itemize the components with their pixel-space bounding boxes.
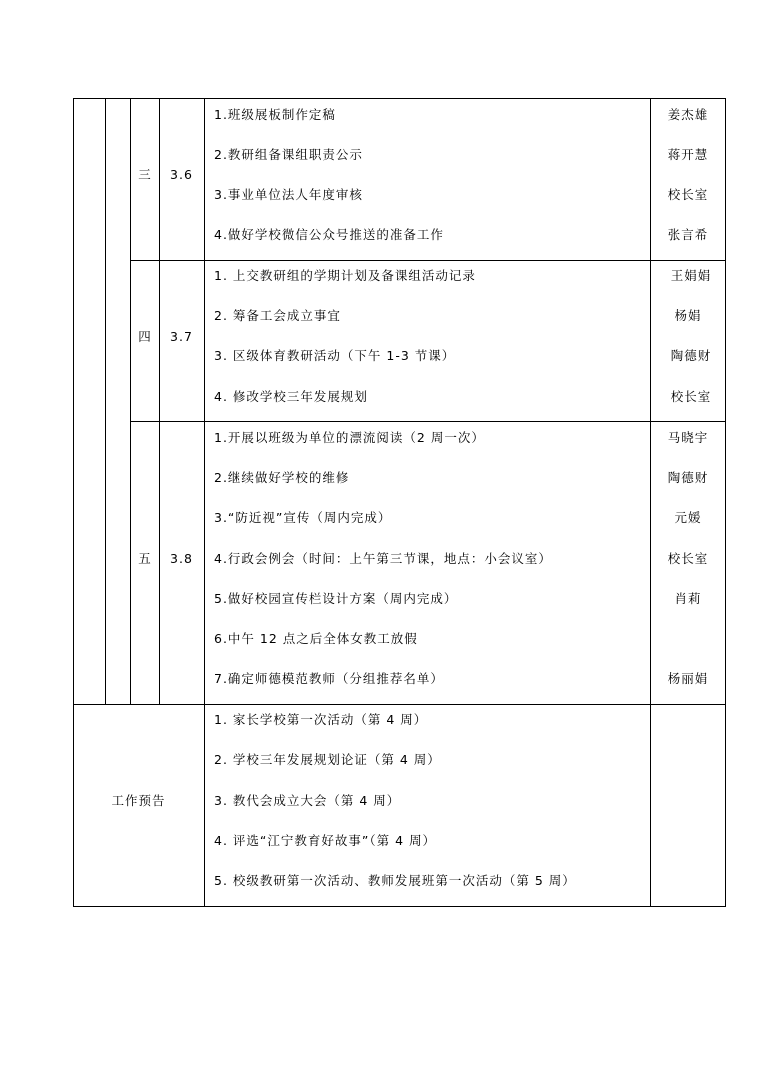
person-cell: 杨丽娟 [667, 671, 709, 686]
table-border-left [73, 98, 74, 907]
task-item: 7.确定师德模范教师（分组推荐名单） [214, 671, 444, 686]
person-cell: 杨娟 [674, 308, 702, 323]
table-border-top [73, 98, 726, 99]
column-divider [204, 98, 205, 907]
preview-item: 4. 评选“江宁教育好故事”（第 4 周） [214, 833, 437, 848]
task-item: 2.继续做好学校的维修 [214, 470, 350, 485]
person-cell: 元媛 [674, 510, 702, 525]
task-item: 6.中午 12 点之后全体女教工放假 [214, 631, 418, 646]
task-item: 1.班级展板制作定稿 [214, 107, 336, 122]
task-item: 4.行政会例会（时间：上午第三节课，地点：小会议室） [214, 551, 552, 566]
column-divider [650, 98, 651, 907]
task-item: 5.做好校园宣传栏设计方案（周内完成） [214, 591, 458, 606]
preview-item: 1. 家长学校第一次活动（第 4 周） [214, 712, 428, 727]
task-item: 3.事业单位法人年度审核 [214, 187, 363, 202]
person-cell: 校长室 [667, 187, 709, 202]
person-cell: 校长室 [667, 551, 709, 566]
task-item: 1. 上交教研组的学期计划及备课组活动记录 [214, 268, 476, 283]
person-cell: 姜杰雄 [667, 107, 709, 122]
preview-item: 3. 教代会成立大会（第 4 周） [214, 793, 401, 808]
task-item: 2.教研组备课组职责公示 [214, 147, 363, 162]
task-item: 2. 筹备工会成立事宜 [214, 308, 341, 323]
person-cell: 蒋开慧 [667, 147, 709, 162]
column-divider [130, 98, 131, 704]
date-cell: 3.6 [170, 167, 193, 182]
task-item: 3. 区级体育教研活动（下午 1-3 节课） [214, 348, 456, 363]
person-cell: 马晓宇 [667, 430, 709, 445]
preview-item: 2. 学校三年发展规划论证（第 4 周） [214, 752, 441, 767]
table-border-bottom [73, 906, 726, 907]
preview-label: 工作预告 [111, 793, 166, 808]
schedule-table [73, 98, 726, 907]
date-cell: 3.7 [170, 329, 193, 344]
task-item: 3.“防近视”宣传（周内完成） [214, 510, 392, 525]
weekday-cell: 四 [138, 329, 152, 344]
weekday-cell: 五 [138, 551, 152, 566]
person-cell: 张言希 [667, 227, 709, 242]
person-cell: 陶德财 [667, 470, 709, 485]
column-divider [159, 98, 160, 704]
date-cell: 3.8 [170, 551, 193, 566]
weekday-cell: 三 [138, 167, 152, 182]
person-cell: 校长室 [670, 389, 712, 404]
task-item: 4.做好学校微信公众号推送的准备工作 [214, 227, 444, 242]
person-cell: 陶德财 [670, 348, 712, 363]
row-divider [130, 421, 726, 422]
column-divider [105, 98, 106, 704]
task-item: 4. 修改学校三年发展规划 [214, 389, 368, 404]
row-divider [73, 704, 726, 705]
person-cell: 肖莉 [674, 591, 702, 606]
task-item: 1.开展以班级为单位的漂流阅读（2 周一次） [214, 430, 485, 445]
preview-item: 5. 校级教研第一次活动、教师发展班第一次活动（第 5 周） [214, 873, 576, 888]
person-cell: 王娟娟 [670, 268, 712, 283]
table-border-right [725, 98, 726, 907]
row-divider [130, 260, 726, 261]
